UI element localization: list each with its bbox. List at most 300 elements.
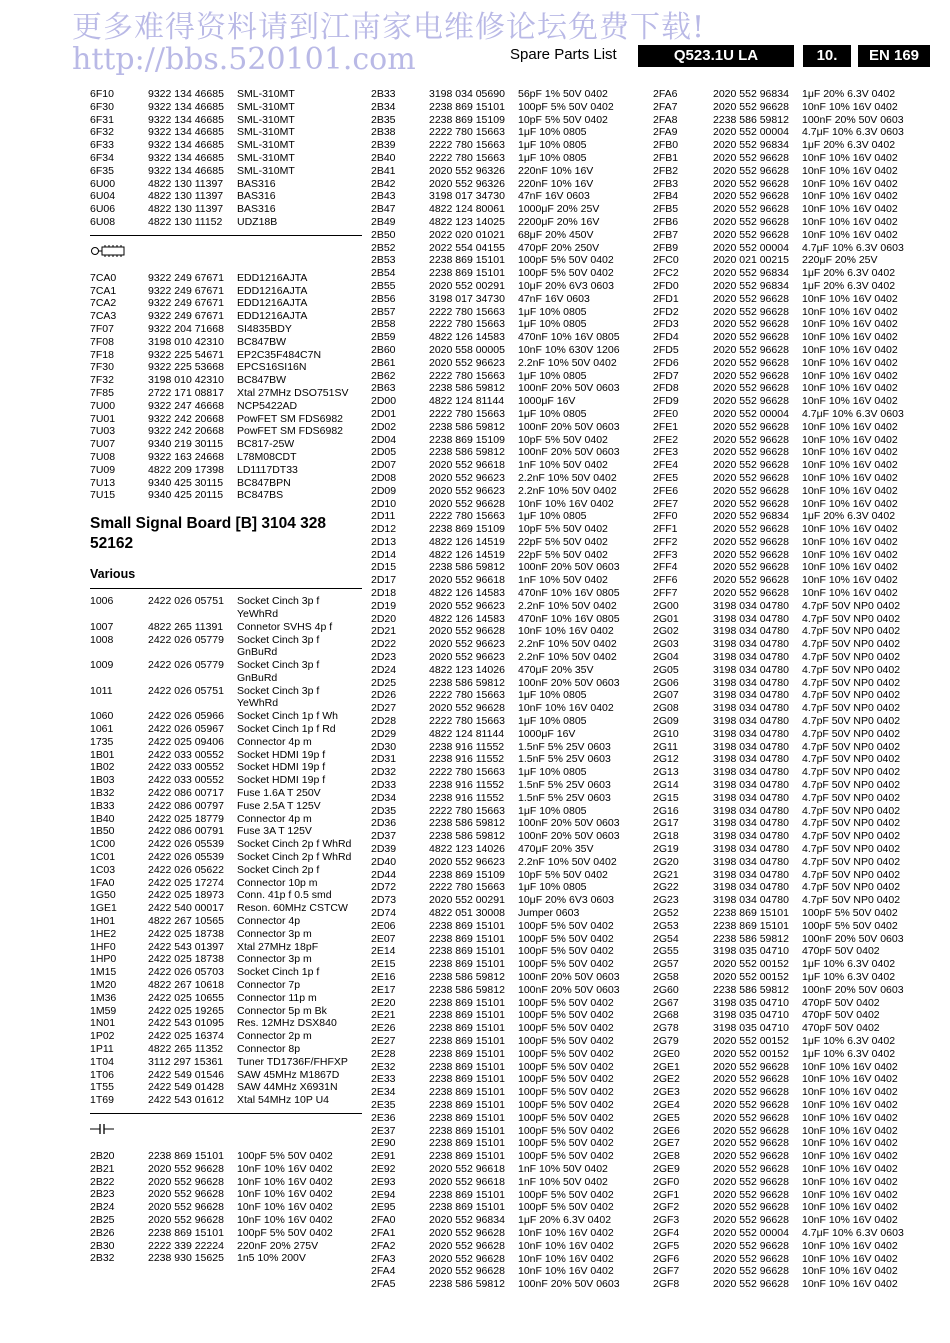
part-code: 2238 586 59812 bbox=[713, 113, 789, 126]
part-position: 2G55 bbox=[653, 945, 679, 958]
part-code: 3198 035 04710 bbox=[713, 996, 789, 1009]
part-description: 10nF 10% 16V 0402 bbox=[802, 292, 898, 305]
part-row bbox=[90, 979, 362, 992]
part-code: 3198 034 04780 bbox=[713, 868, 789, 881]
part-description: 100nF 20% 50V 0603 bbox=[518, 382, 620, 395]
part-code: 3198 034 04780 bbox=[713, 817, 789, 830]
part-description: Connector 5p m Bk bbox=[237, 1004, 327, 1017]
part-position: 7U07 bbox=[90, 438, 116, 451]
part-position: 1B03 bbox=[90, 774, 115, 787]
part-position: 1T69 bbox=[90, 1094, 114, 1107]
part-row bbox=[653, 1176, 933, 1189]
part-code: 2020 552 96628 bbox=[148, 1213, 224, 1226]
part-code: 2238 869 15101 bbox=[429, 958, 505, 971]
part-code: 2020 552 96628 bbox=[713, 1086, 789, 1099]
part-position: 2D74 bbox=[371, 907, 397, 919]
part-position: 2G05 bbox=[653, 663, 679, 676]
part-description: Socket Cinch 1p f bbox=[237, 966, 320, 979]
part-code: 2020 552 96628 bbox=[713, 484, 789, 497]
part-position: 2E35 bbox=[371, 1098, 396, 1111]
part-description: 470pF 50V 0402 bbox=[802, 1009, 880, 1022]
part-description: 10nF 10% 16V 0402 bbox=[802, 484, 898, 497]
part-row bbox=[653, 1137, 933, 1150]
part-row bbox=[371, 997, 643, 1010]
section-divider bbox=[90, 1113, 362, 1114]
part-row bbox=[90, 953, 362, 966]
part-row bbox=[90, 1069, 362, 1082]
part-position: 2GE8 bbox=[653, 1150, 680, 1163]
part-code: 2238 869 15101 bbox=[429, 1073, 505, 1086]
part-position: 2B49 bbox=[371, 215, 396, 228]
part-row bbox=[653, 907, 933, 920]
part-code: 2020 552 96628 bbox=[713, 164, 789, 177]
part-row bbox=[371, 1265, 643, 1278]
part-row bbox=[90, 178, 362, 191]
part-row bbox=[90, 966, 362, 979]
part-position: 2E20 bbox=[371, 996, 396, 1009]
part-position: 2D40 bbox=[371, 855, 397, 868]
part-code: 2020 552 96628 bbox=[713, 1252, 789, 1265]
part-row bbox=[653, 1048, 933, 1061]
part-description: 10nF 10% 16V 0402 bbox=[802, 535, 898, 548]
part-row bbox=[90, 838, 362, 851]
part-description: 4.7pF 50V NP0 0402 bbox=[802, 817, 901, 830]
part-row bbox=[371, 1214, 643, 1227]
part-row bbox=[653, 1163, 933, 1176]
part-row bbox=[90, 1030, 362, 1043]
part-row bbox=[653, 715, 933, 728]
part-code: 2222 780 15663 bbox=[429, 804, 505, 817]
part-position: 2D12 bbox=[371, 523, 397, 536]
part-description: L78M08CDT bbox=[237, 450, 297, 463]
part-code: 3198 034 04780 bbox=[713, 855, 789, 868]
part-code: 2020 552 96628 bbox=[713, 343, 789, 356]
part-description: 4.7pF 50V NP0 0402 bbox=[802, 791, 901, 804]
part-code: 2020 552 96623 bbox=[429, 471, 505, 484]
part-row bbox=[653, 498, 933, 511]
part-description: 10nF 10% 16V 0402 bbox=[802, 1188, 898, 1201]
part-code: 2222 780 15663 bbox=[429, 715, 505, 728]
part-row bbox=[653, 1009, 933, 1022]
part-code: 2020 552 96628 bbox=[713, 395, 789, 408]
part-description: 10nF 10% 16V 0402 bbox=[802, 1124, 898, 1137]
part-position: 2G00 bbox=[653, 599, 679, 612]
part-position: 7U13 bbox=[90, 476, 116, 489]
part-row bbox=[371, 382, 643, 395]
part-position: 1061 bbox=[90, 723, 114, 736]
part-position: 2B54 bbox=[371, 267, 396, 280]
part-description: EDD1216AJTA bbox=[237, 284, 308, 297]
part-position: 2FB6 bbox=[653, 215, 679, 228]
part-position: 2G19 bbox=[653, 843, 679, 856]
part-row bbox=[653, 1150, 933, 1163]
part-row bbox=[90, 451, 362, 464]
part-position: 7CA0 bbox=[90, 271, 117, 284]
part-position: 2GE5 bbox=[653, 1111, 680, 1124]
part-description: 10nF 10% 16V 0402 bbox=[237, 1213, 333, 1226]
part-position: 1C00 bbox=[90, 838, 116, 851]
part-row bbox=[653, 971, 933, 984]
part-description: Socket HDMI 19p f bbox=[237, 748, 326, 761]
part-position: 2G53 bbox=[653, 919, 679, 932]
part-description: 470pF 50V 0402 bbox=[802, 945, 880, 958]
ic-section-header bbox=[90, 242, 362, 260]
part-row bbox=[653, 561, 933, 574]
part-code: 4822 130 11397 bbox=[148, 190, 224, 203]
part-row bbox=[90, 1163, 362, 1176]
part-row bbox=[653, 945, 933, 958]
part-position: 2D04 bbox=[371, 433, 397, 446]
part-row bbox=[371, 689, 643, 702]
part-code: 2238 869 15101 bbox=[429, 1098, 505, 1111]
part-row bbox=[371, 1150, 643, 1163]
part-row bbox=[371, 1278, 643, 1291]
part-code: 2238 916 11552 bbox=[429, 753, 505, 766]
part-code: 2238 869 15101 bbox=[429, 1137, 505, 1150]
part-position: 2G68 bbox=[653, 1009, 679, 1022]
part-code: 2422 033 00552 bbox=[148, 761, 224, 774]
part-row bbox=[371, 702, 643, 715]
part-position: 2E94 bbox=[371, 1188, 396, 1201]
part-row bbox=[371, 792, 643, 805]
part-description: 10nF 10% 16V 0402 bbox=[802, 1086, 898, 1099]
part-code: 2238 869 15101 bbox=[429, 1060, 505, 1073]
part-description: 4.7pF 50V NP0 0402 bbox=[802, 843, 901, 856]
part-row bbox=[653, 933, 933, 946]
part-description: 100pF 5% 50V 0402 bbox=[802, 919, 898, 932]
part-description: 10nF 10% 16V 0402 bbox=[237, 1175, 333, 1188]
part-position: 2FD4 bbox=[653, 331, 679, 344]
part-description: 1μF 10% 0805 bbox=[518, 510, 587, 523]
part-position: 2FF0 bbox=[653, 510, 678, 523]
part-code: 2020 552 96628 bbox=[713, 1111, 789, 1124]
part-description: SI4835BDY bbox=[237, 322, 292, 335]
part-description: 220μF 20% 25V bbox=[802, 254, 878, 267]
part-row bbox=[653, 306, 933, 319]
part-code: 2422 026 05779 bbox=[148, 659, 224, 672]
part-code: 2422 025 18973 bbox=[148, 889, 224, 902]
part-description: 10nF 10% 16V 0402 bbox=[802, 1252, 898, 1265]
part-description: 10nF 10% 16V 0402 bbox=[802, 548, 898, 561]
part-row bbox=[371, 293, 643, 306]
part-code: 3198 034 04780 bbox=[713, 599, 789, 612]
parts-list bbox=[90, 1150, 362, 1265]
part-position: 2D26 bbox=[371, 689, 397, 702]
part-description: 1nF 10% 50V 0402 bbox=[518, 459, 608, 472]
part-code: 2020 552 96834 bbox=[713, 267, 789, 280]
part-position: 2E90 bbox=[371, 1137, 396, 1150]
part-row bbox=[90, 864, 362, 877]
part-row bbox=[90, 1005, 362, 1018]
part-position: 2FD1 bbox=[653, 292, 679, 305]
part-code: 4822 130 11397 bbox=[148, 177, 224, 190]
part-code: 2422 025 19265 bbox=[148, 1004, 224, 1017]
part-row bbox=[90, 1081, 362, 1094]
part-code: 2020 552 00152 bbox=[713, 1047, 789, 1060]
part-code: 4822 126 14583 bbox=[429, 331, 505, 344]
part-code: 2238 586 59812 bbox=[429, 420, 505, 433]
part-code: 2022 554 04155 bbox=[429, 241, 505, 254]
part-code: 2238 869 15101 bbox=[429, 1150, 505, 1163]
part-description: 1.5nF 5% 25V 0603 bbox=[518, 753, 611, 766]
part-code: 2238 586 59812 bbox=[429, 970, 505, 983]
part-row bbox=[90, 438, 362, 451]
part-description: 1μF 20% 6.3V 0402 bbox=[802, 267, 896, 280]
part-position: 2G17 bbox=[653, 817, 679, 830]
part-description: 100pF 5% 50V 0402 bbox=[237, 1149, 333, 1162]
part-position: 1B33 bbox=[90, 799, 115, 812]
part-row bbox=[371, 549, 643, 562]
part-row bbox=[90, 851, 362, 864]
part-row bbox=[371, 843, 643, 856]
part-position: 7F85 bbox=[90, 386, 114, 399]
part-position: 2B61 bbox=[371, 356, 396, 369]
parts-column-2 bbox=[371, 88, 643, 1291]
part-description: 10nF 10% 16V 0402 bbox=[802, 1137, 898, 1150]
part-description: 10nF 10% 16V 0402 bbox=[237, 1162, 333, 1175]
part-description: 4.7μF 10% 6.3V 0603 bbox=[802, 1226, 904, 1239]
part-position: 7F08 bbox=[90, 335, 114, 348]
part-code: 2222 780 15663 bbox=[429, 881, 505, 894]
part-position: 2E92 bbox=[371, 1162, 396, 1175]
part-code: 2020 552 96623 bbox=[429, 356, 505, 369]
part-code: 2020 552 96628 bbox=[713, 1188, 789, 1201]
part-row bbox=[371, 664, 643, 677]
part-row bbox=[371, 1137, 643, 1150]
part-row bbox=[371, 587, 643, 600]
part-position: 2D07 bbox=[371, 459, 397, 472]
part-code: 3198 035 04710 bbox=[713, 1009, 789, 1022]
part-description: Xtal 54MHz 10P U4 bbox=[237, 1094, 330, 1107]
part-row bbox=[653, 114, 933, 127]
part-row bbox=[371, 625, 643, 638]
part-code: 3198 034 04780 bbox=[713, 638, 789, 651]
part-position: 2B20 bbox=[90, 1149, 115, 1162]
part-description: BC817-25W bbox=[237, 438, 295, 451]
part-row bbox=[653, 792, 933, 805]
watermark-line-1: 更多难得资料请到江南家电维修论坛免费下载! bbox=[72, 10, 706, 45]
part-row bbox=[653, 1240, 933, 1253]
part-description: 10nF 10% 16V 0402 bbox=[802, 1214, 898, 1227]
part-row bbox=[90, 1240, 362, 1253]
part-position: 2FD6 bbox=[653, 356, 679, 369]
watermark-line-2: http://bbs.520101.com bbox=[72, 42, 416, 77]
part-row bbox=[371, 1125, 643, 1138]
part-position: 6F35 bbox=[90, 164, 114, 177]
part-code: 2422 086 00791 bbox=[148, 825, 224, 838]
part-code: 2020 552 96628 bbox=[713, 1073, 789, 1086]
part-row bbox=[653, 510, 933, 523]
part-position: 1M15 bbox=[90, 966, 117, 979]
part-description: 10nF 10% 16V 0402 bbox=[802, 1098, 898, 1111]
part-description: 1μF 10% 0805 bbox=[518, 881, 587, 894]
part-description: 100pF 5% 50V 0402 bbox=[518, 1111, 614, 1124]
part-position: 2G10 bbox=[653, 727, 679, 740]
part-description: 100pF 5% 50V 0402 bbox=[518, 932, 614, 945]
part-description: 1nF 10% 50V 0402 bbox=[518, 1175, 608, 1188]
part-row bbox=[371, 1253, 643, 1266]
part-code: 2422 543 01397 bbox=[148, 940, 224, 953]
part-position: 2FE5 bbox=[653, 471, 679, 484]
part-row bbox=[371, 178, 643, 191]
part-code: 2222 780 15663 bbox=[429, 305, 505, 318]
part-position: 2GE1 bbox=[653, 1060, 680, 1073]
part-description: Socket Cinch 2p f WhRd bbox=[237, 851, 352, 864]
part-description: 10nF 10% 16V 0402 bbox=[802, 523, 898, 536]
part-position: 2B21 bbox=[90, 1162, 115, 1175]
part-code: 2238 586 59812 bbox=[429, 1278, 505, 1291]
part-description: Conn. 41p f 0.5 smd bbox=[237, 889, 332, 902]
part-code: 2020 552 96628 bbox=[713, 177, 789, 190]
part-position: 2FE4 bbox=[653, 459, 679, 472]
part-row bbox=[371, 395, 643, 408]
part-position: 1T06 bbox=[90, 1068, 114, 1081]
part-position: 2B43 bbox=[371, 190, 396, 203]
part-description: 4.7μF 10% 6.3V 0603 bbox=[802, 407, 904, 420]
part-row bbox=[90, 1043, 362, 1056]
part-position: 2FA4 bbox=[371, 1265, 396, 1278]
part-code: 2238 869 15101 bbox=[429, 1124, 505, 1137]
part-row bbox=[653, 1278, 933, 1291]
part-row bbox=[371, 1112, 643, 1125]
part-row bbox=[371, 536, 643, 549]
part-position: 2G13 bbox=[653, 766, 679, 779]
part-row bbox=[371, 1201, 643, 1214]
part-description: 4.7pF 50V NP0 0402 bbox=[802, 855, 901, 868]
part-position: 2FA7 bbox=[653, 100, 678, 113]
part-row bbox=[371, 856, 643, 869]
part-row bbox=[653, 920, 933, 933]
part-description: 1μF 10% 0805 bbox=[518, 305, 587, 318]
part-row bbox=[371, 881, 643, 894]
part-description: 10nF 10% 16V 0402 bbox=[237, 1201, 333, 1214]
part-code: 3198 034 04780 bbox=[713, 753, 789, 766]
part-code: 2422 025 17274 bbox=[148, 876, 224, 889]
part-description: 10nF 10% 16V 0402 bbox=[802, 177, 898, 190]
part-position: 2D18 bbox=[371, 587, 397, 600]
part-description: 4.7pF 50V NP0 0402 bbox=[802, 676, 901, 689]
part-row bbox=[653, 1112, 933, 1125]
part-position: 6F10 bbox=[90, 88, 114, 100]
part-position: 2FD2 bbox=[653, 305, 679, 318]
part-row bbox=[653, 178, 933, 191]
part-position: 2D31 bbox=[371, 753, 397, 766]
part-code: 2222 780 15663 bbox=[429, 766, 505, 779]
part-code: 2238 586 59812 bbox=[429, 830, 505, 843]
part-description: 10nF 10% 16V 0402 bbox=[802, 305, 898, 318]
part-code: 2238 869 15101 bbox=[429, 254, 505, 267]
part-position: 2B26 bbox=[90, 1226, 115, 1239]
part-code: 9322 249 67671 bbox=[148, 271, 224, 284]
part-code: 9322 134 46685 bbox=[148, 151, 224, 164]
part-description: BAS316 bbox=[237, 177, 276, 190]
part-row bbox=[653, 1086, 933, 1099]
part-description: 10nF 10% 16V 0402 bbox=[802, 203, 898, 216]
part-description: 100pF 5% 50V 0402 bbox=[518, 1073, 614, 1086]
part-position: 2G02 bbox=[653, 625, 679, 638]
part-row bbox=[90, 1201, 362, 1214]
part-code: 2238 916 11552 bbox=[429, 791, 505, 804]
part-description: 100nF 20% 50V 0603 bbox=[518, 420, 620, 433]
part-position: 2GE9 bbox=[653, 1162, 680, 1175]
part-description: BC847BW bbox=[237, 335, 287, 348]
part-row bbox=[653, 625, 933, 638]
part-description: 1μF 10% 6.3V 0402 bbox=[802, 970, 896, 983]
part-code: 2022 020 01021 bbox=[429, 228, 505, 241]
part-code: 2020 552 96834 bbox=[713, 510, 789, 523]
part-row bbox=[653, 421, 933, 434]
part-code: 4822 123 14026 bbox=[429, 843, 505, 856]
part-row bbox=[371, 638, 643, 651]
part-position: 2G54 bbox=[653, 932, 679, 945]
part-code: 2020 552 96628 bbox=[148, 1162, 224, 1175]
part-row bbox=[371, 203, 643, 216]
part-code: 4822 126 14583 bbox=[429, 612, 505, 625]
part-row bbox=[90, 1188, 362, 1201]
part-position: 2E15 bbox=[371, 958, 396, 971]
part-code: 2020 552 00004 bbox=[713, 241, 789, 254]
part-position: 1T55 bbox=[90, 1081, 114, 1094]
part-position: 2FE0 bbox=[653, 407, 679, 420]
part-position: 2FE1 bbox=[653, 420, 679, 433]
part-row bbox=[653, 434, 933, 447]
part-position: 1B32 bbox=[90, 787, 115, 800]
part-row bbox=[90, 464, 362, 477]
part-position: 2E14 bbox=[371, 945, 396, 958]
part-code: 3198 010 42310 bbox=[148, 374, 224, 387]
part-position: 2B58 bbox=[371, 318, 396, 331]
part-row bbox=[371, 421, 643, 434]
part-description: 1n5 10% 200V bbox=[237, 1252, 306, 1265]
part-position: 1735 bbox=[90, 735, 114, 748]
part-description: 470pF 50V 0402 bbox=[802, 1022, 880, 1035]
part-row bbox=[653, 741, 933, 754]
part-row bbox=[90, 1214, 362, 1227]
part-position: 1009 bbox=[90, 659, 114, 672]
part-code: 2020 552 96628 bbox=[713, 471, 789, 484]
part-position: 2FD0 bbox=[653, 279, 679, 292]
part-description: 1nF 10% 50V 0402 bbox=[518, 1162, 608, 1175]
part-description: 1μF 10% 0805 bbox=[518, 804, 587, 817]
part-code: 2422 025 18738 bbox=[148, 927, 224, 940]
part-row bbox=[90, 165, 362, 178]
part-code: 2238 869 15109 bbox=[429, 868, 505, 881]
part-position: 7F18 bbox=[90, 348, 114, 361]
part-position: 2B55 bbox=[371, 279, 396, 292]
part-position: 7U00 bbox=[90, 399, 116, 412]
part-position: 2FE2 bbox=[653, 433, 679, 446]
part-row bbox=[371, 830, 643, 843]
part-description: 10nF 10% 16V 0402 bbox=[802, 356, 898, 369]
part-row bbox=[90, 190, 362, 203]
part-description: 10nF 10% 16V 0402 bbox=[518, 625, 614, 638]
part-position: 2D36 bbox=[371, 817, 397, 830]
part-description: 47nF 16V 0603 bbox=[518, 292, 590, 305]
part-row bbox=[90, 413, 362, 426]
part-code: 2422 549 01546 bbox=[148, 1068, 224, 1081]
part-code: 2020 552 96628 bbox=[713, 523, 789, 536]
part-row bbox=[653, 587, 933, 600]
part-row bbox=[90, 941, 362, 954]
part-code: 2238 869 15101 bbox=[429, 1034, 505, 1047]
part-position: 1B01 bbox=[90, 748, 115, 761]
part-row bbox=[371, 817, 643, 830]
part-code: 2020 552 96628 bbox=[713, 1162, 789, 1175]
part-row bbox=[90, 928, 362, 941]
part-row bbox=[653, 472, 933, 485]
part-position: 2G01 bbox=[653, 612, 679, 625]
part-position: 2B42 bbox=[371, 177, 396, 190]
